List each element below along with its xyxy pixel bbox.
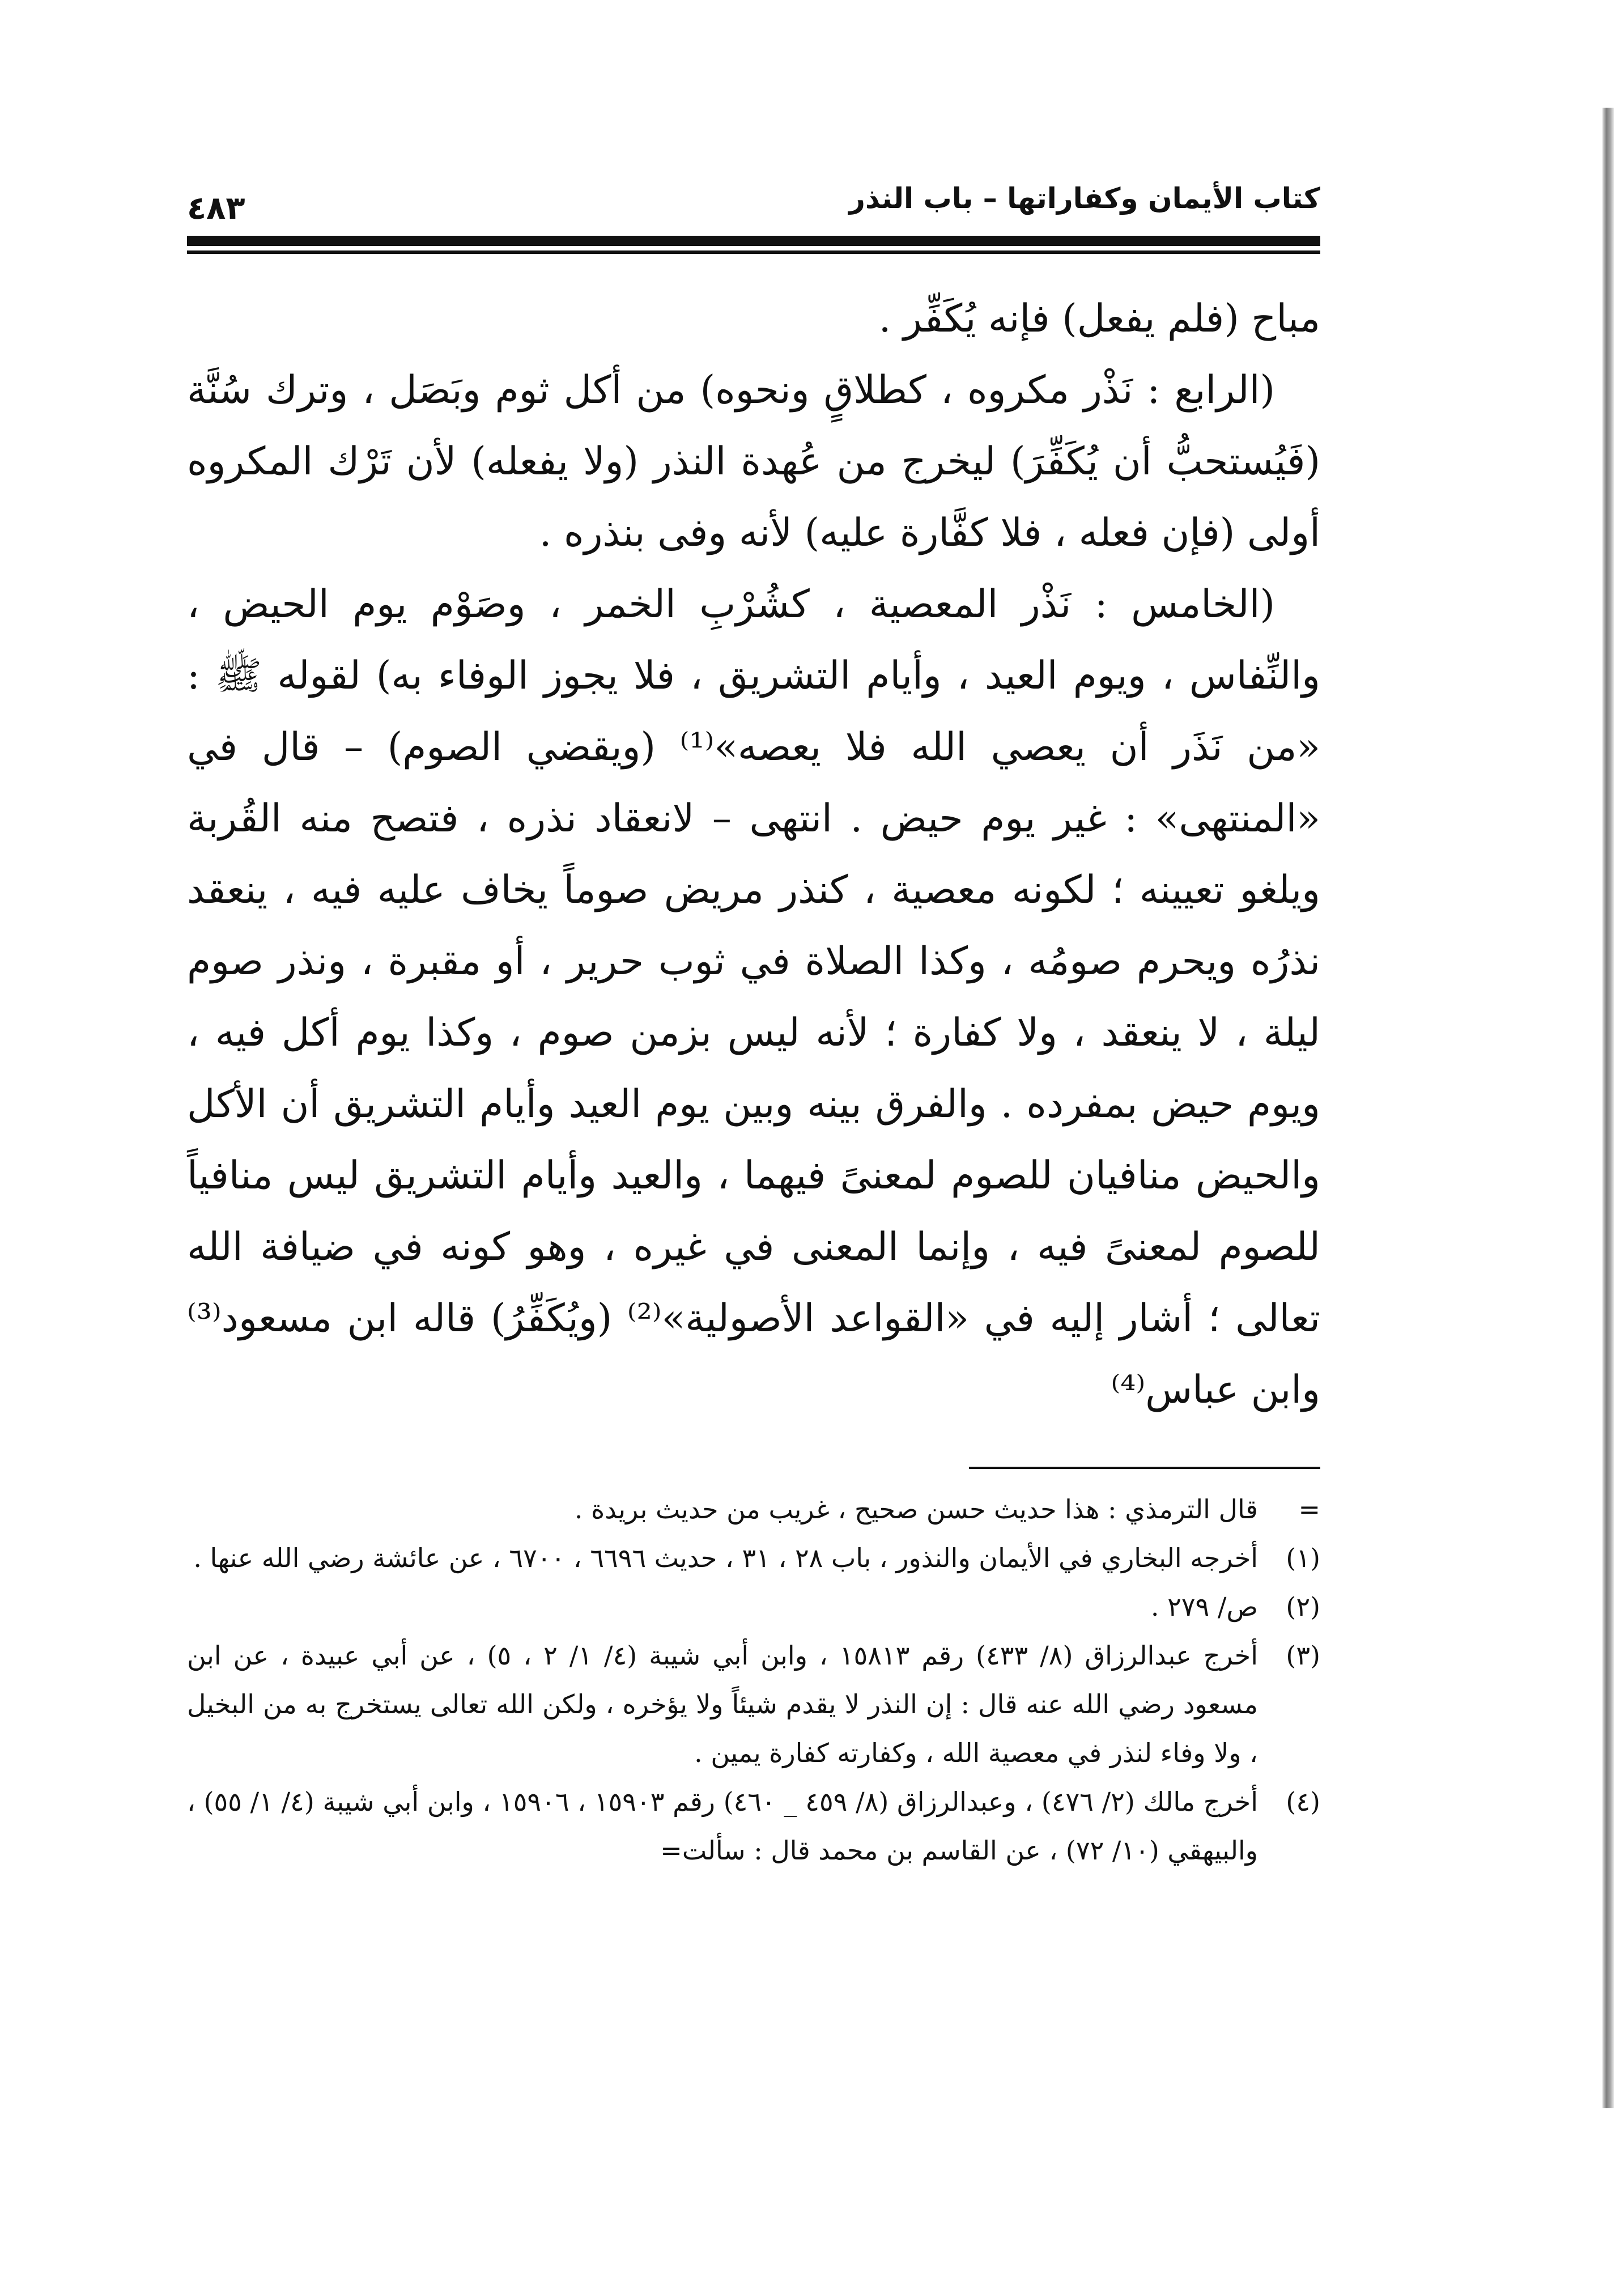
- header-rule-thin: [187, 250, 1320, 254]
- footnote: [187, 1582, 1320, 1631]
- main-text: [187, 283, 1320, 1426]
- footnote: [187, 1777, 1320, 1875]
- header-rule-thick: [187, 236, 1320, 246]
- footnote-mark: (٣): [1286, 1640, 1320, 1671]
- footnote-text: أخرج مالك (٢/ ٤٧٦) ، وعبدالرزاق (٨/ ٤٥٩ _ ٤٦٠) رقم ١٥٩٠٣ ، ١٥٩٠٦ ، وابن أبي شيبة (٤/ ١/ ٥٥) ، والبيهقي (١٠/ ٧٢) ، عن القاسم بن محمد قال : سألت=: [187, 1786, 1259, 1866]
- paragraph: مباح (فلم يفعل) فإنه يُكَفِّر .: [878, 296, 1320, 341]
- footnote: [187, 1534, 1320, 1582]
- footnote-text: أخرجه البخاري في الأيمان والنذور ، باب ٢٨ ، ٣١ ، حديث ٦٦٩٦ ، ٦٧٠٠ ، عن عائشة رضي الله عنها .: [193, 1543, 1258, 1573]
- footnote-text: قال الترمذي : هذا حديث حسن صحيح ، غريب من حديث بريدة .: [574, 1494, 1258, 1525]
- footnote-mark: (٤): [1286, 1786, 1320, 1817]
- book-page: [187, 0, 1320, 2293]
- footnote-mark: (٢): [1286, 1591, 1320, 1622]
- page-header: [187, 176, 1320, 227]
- footnote: [187, 1631, 1320, 1777]
- paragraph: (الخامس : نَذْر المعصية ، كشُرْبِ الخمر ، وصَوْم يوم الحيض ، والنِّفاس ، ويوم العيد ، وأيام التشريق ، فلا يجوز الوفاء به) لقوله ﷺ : «من نَذَر أن يعصي الله فلا يعصه»⁽¹⁾ (ويقضي الصوم) – قال في «المنتهى» : غير يوم حيض . انتهى – لانعقاد نذره ، فتصح منه القُربة ويلغو تعيينه ؛ لكونه معصية ، كنذر مريض صوماً يخاف عليه فيه ، ينعقد نذرُه ويحرم صومُه ، وكذا الصلاة في ثوب حرير ، أو مقبرة ، ونذر صوم ليلة ، لا ينعقد ، ولا كفارة ؛ لأنه ليس بزمن صوم ، وكذا يوم أكل فيه ، ويوم حيض بمفرده . والفرق بينه وبين يوم العيد وأيام التشريق أن الأكل والحيض منافيان للصوم لمعنىً فيهما ، والعيد وأيام التشريق ليس منافياً للصوم لمعنىً فيه ، وإنما المعنى في غيره ، وهو كونه في ضيافة الله تعالى ؛ أشار إليه في «القواعد الأصولية»⁽²⁾ (ويُكَفِّرُ) قاله ابن مسعود⁽³⁾ وابن عباس⁽⁴⁾: [187, 582, 1320, 1412]
- footnote-text: ص/ ٢٧٩ .: [1150, 1591, 1258, 1622]
- footnote-mark: =: [1298, 1494, 1320, 1525]
- footnote-separator: [969, 1467, 1320, 1469]
- page-number: ٤٨٣: [187, 190, 245, 227]
- footnote-mark: (١): [1286, 1543, 1320, 1573]
- book-spine-edge: [1602, 108, 1614, 2108]
- running-title: كتاب الأيمان وكفاراتها – باب النذر: [849, 182, 1320, 215]
- paragraph: (الرابع : نَذْر مكروه ، كطلاقٍ ونحوه) من أكل ثوم وبَصَل ، وترك سُنَّة (فَيُستحبُّ أن يُكَفِّرَ) ليخرج من عُهدة النذر (ولا يفعله) لأن تَرْك المكروه أولى (فإن فعله ، فلا كفَّارة عليه) لأنه وفى بنذره .: [187, 368, 1320, 555]
- footnote: [187, 1485, 1320, 1534]
- footnote-text: أخرج عبدالرزاق (٨/ ٤٣٣) رقم ١٥٨١٣ ، وابن أبي شيبة (٤/ ١/ ٢ ، ٥) ، عن أبي عبيدة ، عن ابن مسعود رضي الله عنه قال : إن النذر لا يقدم شيئاً ولا يؤخره ، ولكن الله تعالى يستخرج به من البخيل ، ولا وفاء لنذر في معصية الله ، وكفارته كفارة يمين .: [187, 1640, 1259, 1768]
- footnotes: [187, 1485, 1320, 1875]
